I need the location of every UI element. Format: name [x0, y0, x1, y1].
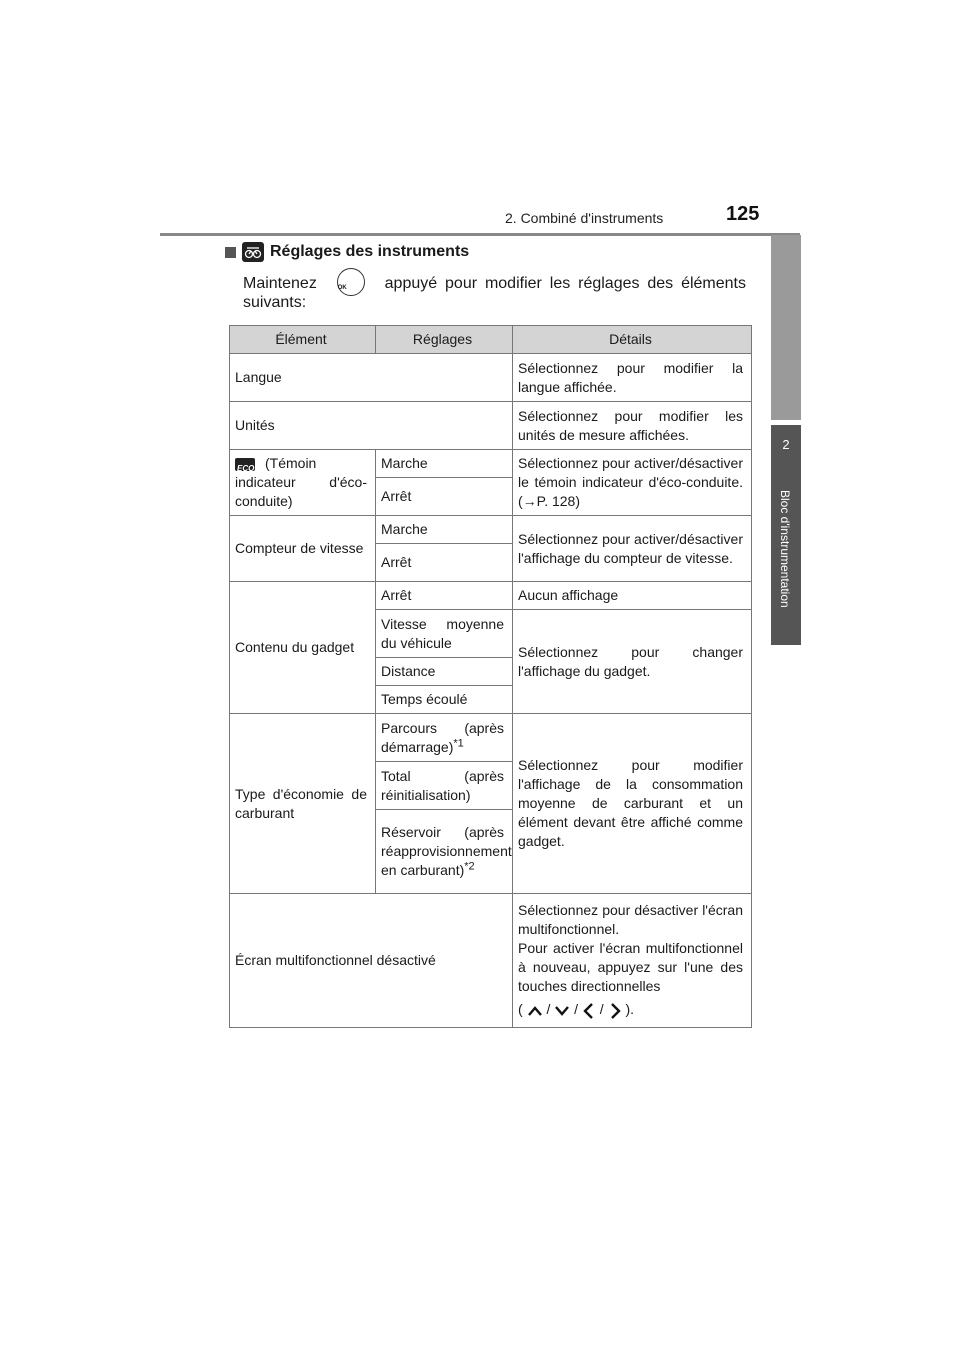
separator: /: [546, 1001, 551, 1018]
cell-element: Unités: [230, 402, 513, 450]
header-divider: [160, 233, 800, 236]
intro-before: Maintenez: [243, 275, 317, 293]
ok-button-label: OK: [337, 285, 347, 291]
eco-element-text: (Témoin indicateur d'éco-conduite): [235, 455, 367, 509]
cell-setting: [376, 714, 513, 762]
cell-element: Type d'économie de carburant: [230, 714, 376, 894]
settings-table: [229, 325, 752, 1028]
page-number: 125: [726, 203, 760, 225]
cell-setting: Marche: [376, 516, 513, 544]
table-row: [230, 354, 752, 402]
separator: /: [574, 1001, 579, 1018]
separator: /: [599, 1001, 604, 1018]
cell-details: Sélectionnez pour activer/désactiver l'affichage du compteur de vitesse.: [513, 516, 752, 582]
cell-setting: Vitesse moyenne du véhicule: [376, 610, 513, 658]
table-row: [230, 894, 752, 1028]
square-bullet-icon: [225, 247, 236, 258]
cell-details: Sélectionnez pour activer/désactiver le témoin indicateur d'éco-conduite. (→P. 128): [513, 450, 752, 516]
cell-element: Écran multifonctionnel désactivé: [230, 894, 513, 1028]
header-section-title: 2. Combiné d'instruments: [505, 210, 664, 226]
side-tab-label: Bloc d'instrumentation: [778, 490, 792, 608]
table-header-row: [230, 326, 752, 354]
screen-off-details-2: Pour activer l'écran multifonctionnel à nouveau, appuyez sur l'une des touches directionnelles: [518, 940, 743, 995]
header-settings: Réglages: [376, 326, 513, 354]
chevron-right-icon: [608, 1002, 622, 1020]
table-row: [230, 516, 752, 544]
ok-button-icon: [337, 268, 365, 296]
cell-element: Compteur de vitesse: [230, 516, 376, 582]
eco-icon-label: ECO: [237, 463, 255, 473]
side-tab-label-wrap: [778, 490, 796, 640]
cell-setting: Arrêt: [376, 582, 513, 610]
chevron-down-icon: [554, 1005, 570, 1017]
section-heading: [225, 242, 469, 262]
chevron-up-icon: [527, 1005, 543, 1017]
closing-paren: ).: [625, 1001, 635, 1018]
cell-details: Sélectionnez pour modifier la langue affichée.: [513, 354, 752, 402]
table-row: [230, 402, 752, 450]
table-row: [230, 714, 752, 762]
arrow-keys-line: ( / / / ).: [518, 1000, 743, 1019]
cell-element: Contenu du gadget: [230, 582, 376, 714]
cell-setting: Marche: [376, 450, 513, 478]
cell-details: Aucun affichage: [513, 582, 752, 610]
footnote-marker: *1: [453, 736, 464, 749]
header-details: Détails: [513, 326, 752, 354]
cell-details: Sélectionnez pour modifier l'affichage de la consommation moyenne de carburant et un élément devant être affiché comme gadget.: [513, 714, 752, 894]
cell-details: [513, 894, 752, 1028]
cell-details: Sélectionnez pour changer l'affichage du gadget.: [513, 610, 752, 714]
screen-off-details-1: Sélectionnez pour désactiver l'écran multifonctionnel.: [518, 902, 743, 938]
cell-setting: Arrêt: [376, 478, 513, 516]
table-row: [230, 450, 752, 478]
intro-line-1: [243, 270, 746, 298]
header-element: Élément: [230, 326, 376, 354]
fuel-setting-1-text: Parcours (après démarrage): [381, 719, 504, 755]
cell-setting: [376, 810, 513, 894]
eco-icon: [235, 458, 255, 471]
cell-element: Langue: [230, 354, 513, 402]
cell-setting: Total (après réinitialisation): [376, 762, 513, 810]
gauge-settings-icon: [242, 242, 264, 262]
table-row: [230, 582, 752, 610]
side-tab-upper: [771, 235, 801, 420]
footnote-marker: *2: [464, 860, 475, 873]
section-title: Réglages des instruments: [270, 243, 470, 260]
cell-details: Sélectionnez pour modifier les unités de mesure affichées.: [513, 402, 752, 450]
cell-setting: Distance: [376, 658, 513, 686]
chevron-left-icon: [582, 1002, 596, 1020]
fuel-setting-3-text: Réservoir (après réapprovisionnement en carburant): [381, 824, 512, 878]
cell-setting: Temps écoulé: [376, 686, 513, 714]
intro-line-2: suivants:: [243, 294, 307, 311]
cell-element: [230, 450, 376, 516]
intro-after: appuyé pour modifier les réglages des éléments: [384, 275, 746, 293]
cell-setting: Arrêt: [376, 544, 513, 582]
side-tab-number: 2: [782, 437, 790, 452]
